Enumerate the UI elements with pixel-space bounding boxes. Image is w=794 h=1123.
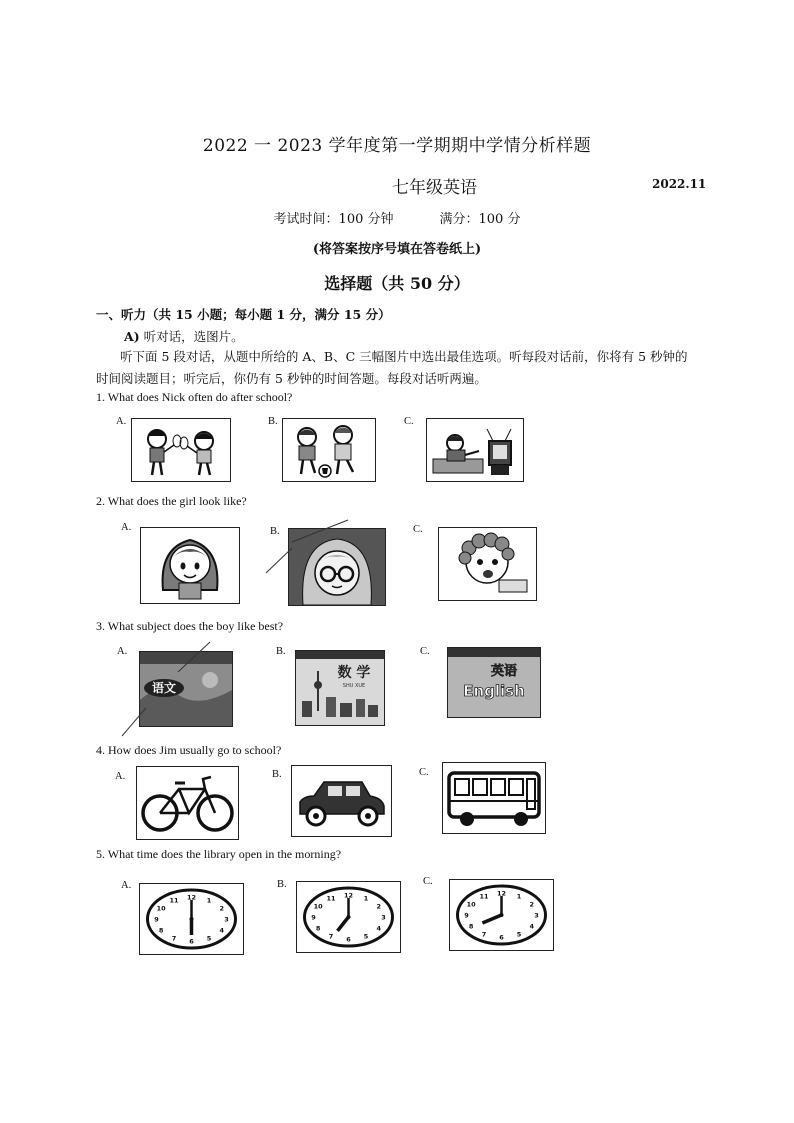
clock-numeral: 2 [376,902,382,911]
q3-math-pinyin: SHU XUE [342,683,366,689]
q3-math-label: 数 学 [337,665,371,681]
clock-numeral: 6 [189,937,194,946]
q1-option-b: B. [268,416,278,427]
instructions: 听下面 5 段对话，从题中所给的 A、B、C 三幅图片中选出最佳选项。听每段对话前，你将有 5 秒钟的时间阅读题目；听完后，你仍有 5 秒钟的时间答题。每段对话听两遍。 [96,349,688,386]
clock-numeral: 11 [169,896,179,905]
q1-option-a: A. [116,416,127,427]
clock-numeral: 12 [343,891,354,900]
clock-numeral: 1 [363,894,369,903]
question-3: 3. What subject does the boy like best? [96,619,284,633]
clock-numeral: 10 [313,902,323,911]
sub-part [124,327,244,345]
question-4: 4. How does Jim usually go to school? [96,743,282,757]
clock-numeral: 11 [479,892,489,901]
exam-info [0,208,794,227]
part-title: 一、听力（共 15 小题；每小题 1 分，满分 15 分） [96,307,391,322]
clock-numeral: 8 [468,922,474,931]
q5-option-c: C. [423,876,433,887]
q4-option-c: C. [419,767,429,778]
exam-subject: 七年级英语 [392,178,477,198]
exam-date: 2022.11 [652,177,707,191]
clock-numeral: 5 [363,932,369,941]
clock-numeral: 12 [496,889,507,898]
clock-numeral: 6 [499,933,504,942]
q3-picture-math-book [295,650,385,726]
sub-part-text: 听对话，选图片。 [143,329,244,344]
q3-option-c: C. [420,646,430,657]
clock-numeral: 5 [516,930,522,939]
q3-option-a: A. [117,646,128,657]
clock-numeral: 3 [381,913,386,922]
clock-numeral: 3 [224,915,229,924]
question-5: 5. What time does the library open in the morning? [96,847,342,861]
clock-numeral: 4 [219,926,225,935]
q2-option-c: C. [413,524,423,535]
question-2: 2. What does the girl look like? [96,494,247,508]
clock-numeral: 2 [219,904,225,913]
clock-numeral: 9 [311,913,316,922]
sub-part-label: A) [124,329,140,344]
clock-numeral: 10 [466,900,476,909]
clock-numeral: 10 [156,904,166,913]
q3-english-cn-label: 英语 [490,664,518,679]
q3-option-b: B. [276,646,286,657]
q4-option-a: A. [115,771,126,782]
q2-option-b: B. [270,526,280,537]
q1-option-c: C. [404,416,414,427]
q4-picture-bus [442,762,546,834]
exam-title: 2022 一 2023 学年度第一学期期中学情分析样题 [202,136,592,156]
q5-option-b: B. [277,879,287,890]
clock-numeral: 12 [186,893,197,902]
q3-pencil-mark [118,640,218,740]
q2-picture-curly-hair [438,527,537,601]
q2-option-a: A. [121,522,132,533]
q1-picture-badminton [131,418,231,482]
q5-picture-clock-seven [296,881,401,953]
clock-numeral: 5 [206,934,212,943]
clock-numeral: 9 [464,911,469,920]
clock-numeral: 7 [328,932,334,941]
q5-picture-clock-six [139,883,244,955]
exam-time: 考试时间：100 分钟 [273,212,394,227]
q2-picture-long-hair [140,527,240,604]
section-title: 选择题（共 50 分） [324,274,470,293]
q3-chinese-label: 语文 [151,681,177,695]
q2-pencil-mark [262,518,352,578]
clock-numeral: 7 [481,930,487,939]
q1-picture-soccer [282,418,376,482]
clock-numeral: 4 [376,924,382,933]
q1-picture-watching-tv [426,418,524,482]
q4-option-b: B. [272,769,282,780]
clock-numeral: 4 [529,922,535,931]
clock-center [190,917,194,921]
clock-numeral: 3 [534,911,539,920]
q4-picture-bicycle [136,766,239,840]
clock-center [500,913,504,917]
clock-numeral: 1 [516,892,522,901]
q3-english-label: English [463,682,525,700]
clock-numeral: 7 [171,934,177,943]
question-1: 1. What does Nick often do after school? [96,390,293,404]
clock-numeral: 8 [315,924,321,933]
exam-score: 满分：100 分 [439,212,521,227]
clock-numeral: 11 [326,894,336,903]
clock-center [347,915,351,919]
clock-numeral: 9 [154,915,159,924]
q4-picture-car [291,765,392,837]
q3-picture-english-book [447,647,541,718]
q5-picture-clock-eight [449,879,554,951]
clock-numeral: 1 [206,896,212,905]
q5-option-a: A. [121,880,132,891]
clock-numeral: 6 [346,935,351,944]
answer-note: (将答案按序号填在答卷纸上) [312,242,482,257]
clock-numeral: 2 [529,900,535,909]
clock-numeral: 8 [158,926,164,935]
